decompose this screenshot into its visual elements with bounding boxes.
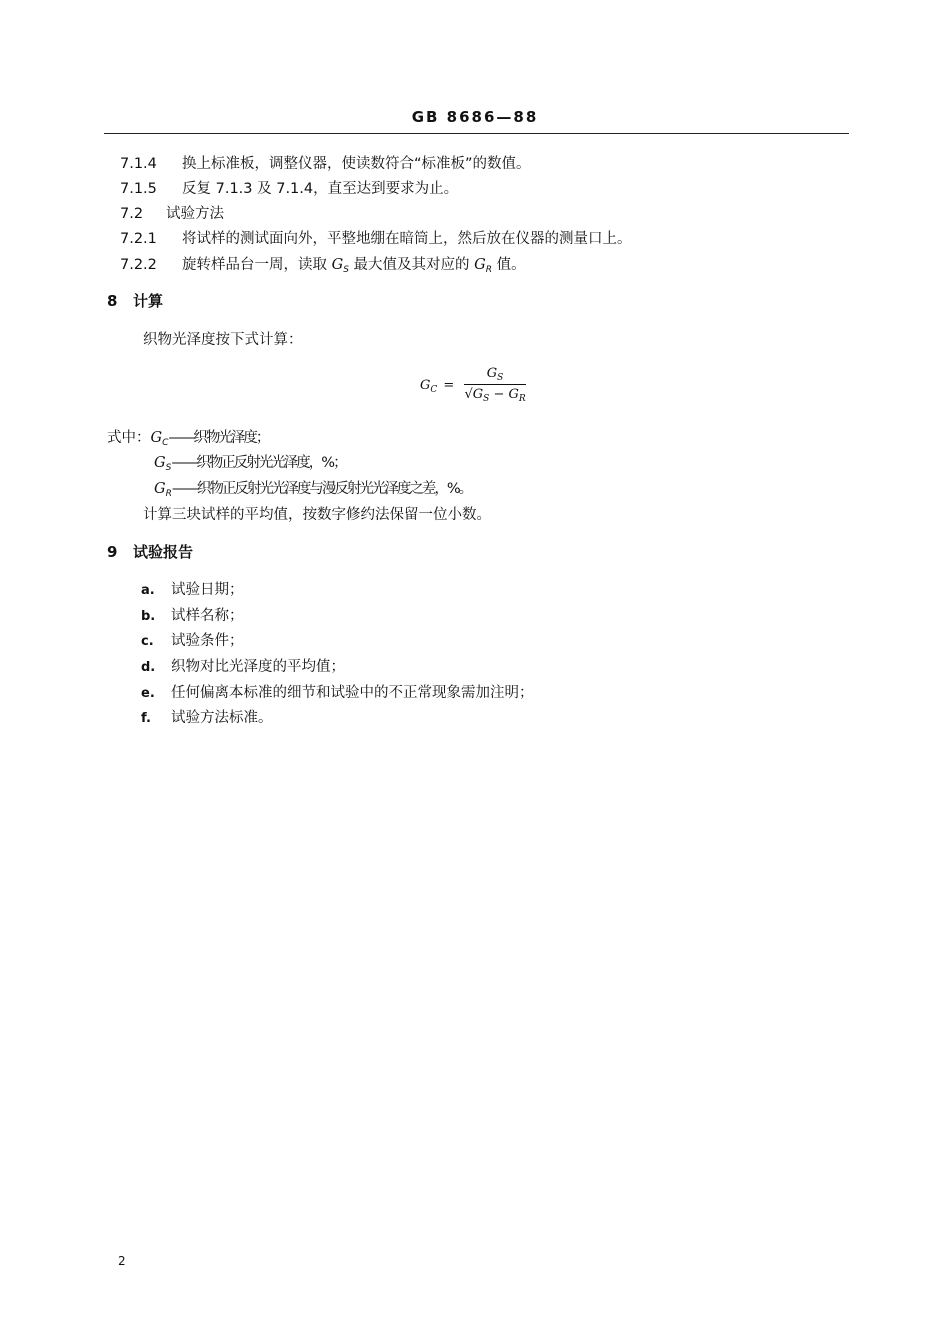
clause-number: 7.1.5 xyxy=(120,181,157,197)
section-number: 8 xyxy=(107,292,118,310)
section-8-heading xyxy=(107,291,163,311)
clause-7-2 xyxy=(120,204,224,224)
clause-text: 试验方法 xyxy=(166,206,224,222)
page-number: 2 xyxy=(118,1254,126,1268)
report-item: c. 试验条件； xyxy=(141,633,244,649)
document-code-header: GB 8686—88 xyxy=(411,108,539,126)
clause-text-post: 值。 xyxy=(492,257,526,273)
clause-7-2-1 xyxy=(120,229,632,249)
formula-denominator: $√G_S - G_R$ xyxy=(464,384,525,404)
formula-fraction xyxy=(464,366,525,404)
clause-number: 7.2 xyxy=(120,206,144,222)
where-gr: $G_R——$织物正反射光光泽度与漫反射光光泽度之差，%。 xyxy=(154,481,472,499)
clause-7-1-4 xyxy=(120,154,531,174)
clause-text: 反复 7.1.3 及 7.1.4，直至达到要求为止。 xyxy=(182,181,459,197)
where-prefix: 式中： xyxy=(107,430,151,446)
clause-7-1-5 xyxy=(120,179,458,199)
clause-number: 7.1.4 xyxy=(120,156,157,172)
report-item: b. 试样名称； xyxy=(141,608,244,624)
clause-number: 7.2.1 xyxy=(120,231,157,247)
gs-description: ——织物正反射光光泽度，%； xyxy=(171,455,346,471)
report-item: f. 试验方法标准。 xyxy=(141,710,273,726)
formula-numerator: $G_S$ xyxy=(486,366,504,383)
calc-intro: 织物光泽度按下式计算： xyxy=(143,332,303,348)
gc-description: ——织物光泽度； xyxy=(168,430,269,446)
gs-subscript: S xyxy=(343,265,349,275)
gr-subscript: R xyxy=(485,265,492,275)
where-gs: $G_S——$织物正反射光光泽度，%； xyxy=(154,455,346,473)
report-item: d. 织物对比光泽度的平均值； xyxy=(141,659,345,675)
formula-equals: = xyxy=(443,377,455,393)
gr-description: ——织物正反射光光泽度与漫反射光光泽度之差，%。 xyxy=(171,481,472,497)
report-item: a. 试验日期； xyxy=(141,582,244,598)
section-number: 9 xyxy=(107,543,118,561)
formula-lhs: $G_C$ xyxy=(420,377,438,395)
average-note: 计算三块试样的平均值，按数字修约法保留一位小数。 xyxy=(143,507,491,523)
clause-text-pre: 旋转样品台一周，读取 xyxy=(182,257,332,273)
gr-symbol: G xyxy=(474,257,486,273)
clause-text: 将试样的测试面向外，平整地绷在暗筒上，然后放在仪器的测量口上。 xyxy=(182,231,632,247)
section-title: 计算 xyxy=(133,292,164,310)
gloss-formula xyxy=(420,366,526,404)
header-rule xyxy=(104,133,849,134)
section-9-heading xyxy=(107,542,193,562)
section-title: 试验报告 xyxy=(133,543,194,561)
sqrt-icon: √ xyxy=(464,387,473,402)
clause-7-2-2 xyxy=(120,255,526,280)
gs-symbol: G xyxy=(331,257,344,273)
clause-number: 7.2.2 xyxy=(120,257,157,273)
clause-text-mid: 最大值及其对应的 xyxy=(348,257,475,273)
clause-text: 换上标准板，调整仪器，使读数符合“标准板”的数值。 xyxy=(182,156,531,172)
where-gc: 式中：$G_C——$织物光泽度； xyxy=(107,430,269,448)
report-item: e. 任何偏离本标准的细节和试验中的不正常现象需加注明； xyxy=(141,685,534,701)
